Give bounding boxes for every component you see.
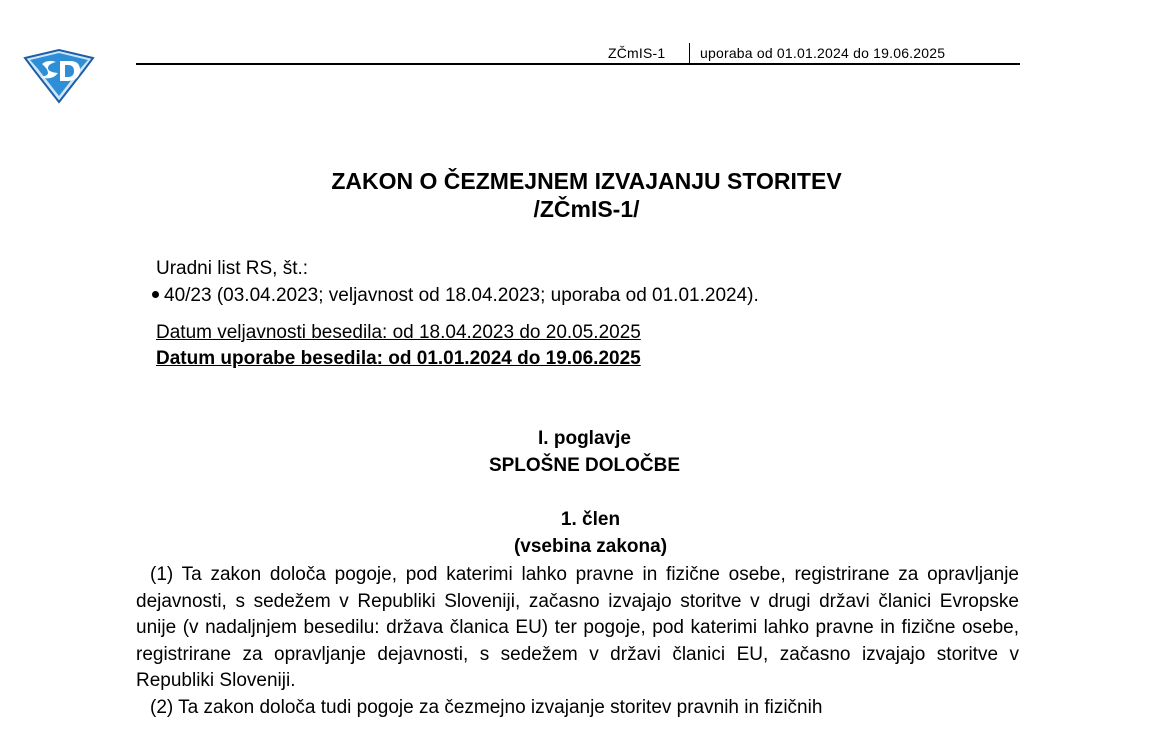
header-abbrev: ZČmIS-1 [608, 45, 666, 61]
header-usage-period: uporaba od 01.01.2024 do 19.06.2025 [700, 45, 946, 61]
use-date: Datum uporabe besedila: od 01.01.2024 do 19.06.2025 [156, 348, 641, 369]
validity-date: Datum veljavnosti besedila: od 18.04.2023 do 20.05.2025 [156, 322, 641, 343]
document-abbrev: /ZČmIS-1/ [533, 196, 640, 222]
header-rule [136, 63, 1020, 65]
chapter-name: SPLOŠNE DOLOČBE [488, 455, 681, 476]
article-number: 1. člen [560, 509, 621, 530]
article-paragraph-1: (1) Ta zakon določa pogoje, pod katerimi lahko pravne in fizične osebe, registrirane za opravljanje dejavnosti, s sedežem v Republiki Sloveniji, začasno izvajajo storitve v drugi državi članici Evropske unije (v nadaljnjem besedilu: država članica EU) ter pogoje, pod katerimi lahko pravne in fizične osebe, registrirane za opravljanje dejavnosti, s sedežem v državi članici EU, začasno izvajajo storitve v Republiki Sloveniji. [136, 564, 1019, 691]
chapter-number: I. poglavje [538, 428, 631, 449]
article-paragraph-2: (2) Ta zakon določa tudi pogoje za čezmejno izvajanje storitev pravnih in fizičnih [150, 696, 823, 718]
article-body [136, 562, 1019, 721]
logo-icon [22, 48, 96, 104]
gazette-label: Uradni list RS, št.: [156, 258, 309, 279]
gazette-entry [152, 285, 759, 307]
header-separator [689, 43, 690, 63]
bullet-icon [152, 291, 159, 298]
document-title: ZAKON O ČEZMEJNEM IZVAJANJU STORITEV [331, 168, 842, 194]
article-title: (vsebina zakona) [513, 536, 668, 557]
gazette-entry-text: 40/23 (03.04.2023; veljavnost od 18.04.2023; uporaba od 01.01.2024). [164, 285, 759, 306]
